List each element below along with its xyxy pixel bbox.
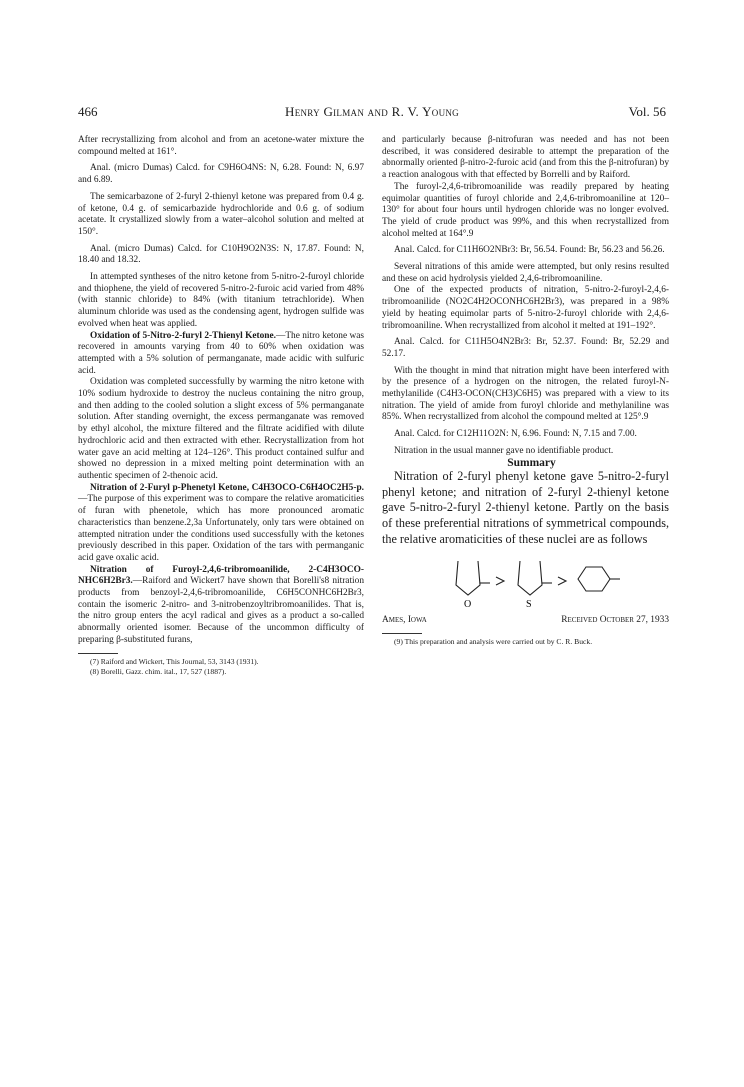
paragraph-text: —Raiford and Wickert7 have shown that Borelli's8 nitration products from benzoyl-2,4,6-tribromoanilide, C6H5CONHC6H2Br3, contain the isomeric 2-nitro- and 3-nitrobenzoyltribromoanilides. That is, the nitro group enters the acyl radical and gives as a product a so-called abnormally oriented isomer. Because of the uncommon difficulty of preparing β-substituted furans, (78, 576, 364, 645)
dateline (382, 615, 669, 627)
analysis-line: Anal. (micro Dumas) Calcd. for C9H6O4NS: N, 6.28. Found: N, 6.97 and 6.89. (78, 163, 364, 186)
greater-than-icon (496, 577, 504, 585)
paragraph (78, 331, 364, 378)
paragraph (78, 483, 364, 565)
footnote: (9) This preparation and analysis were carried out by C. R. Buck. (394, 636, 593, 646)
sulfur-label: S (526, 599, 532, 611)
page-number: 466 (78, 104, 98, 119)
footnote: (8) Borelli, Gazz. chim. ital., 17, 527 (1887). (90, 666, 227, 676)
ring-comparison-diagram (382, 551, 669, 611)
paragraph (78, 565, 364, 647)
paragraph: After recrystallizing from alcohol and from an acetone-water mixture the compound melted at 161°. (78, 135, 364, 157)
received-date: Received October 27, 1933 (561, 615, 669, 626)
analysis-line: Anal. Calcd. for C12H11O2N: N, 6.96. Found: N, 7.15 and 7.00. (394, 429, 637, 440)
paragraph: The semicarbazone of 2-furyl 2-thienyl ketone was prepared from 0.4 g. of ketone, 0.4 g. of semicarbazide hydrochloride and 0.6 g. of sodium acetate. It crystallized slowly from a water–alcohol solution and melted at 150°. (78, 191, 364, 237)
summary-text: Nitration of 2-furyl phenyl ketone gave 5-nitro-2-furyl phenyl ketone; and nitration of 2-furyl 2-thienyl ketone gave 5-nitro-2-furyl 2-thienyl ketone. Partly on the basis of these preferential nitrations of symmetrical compounds, the relative aromaticities of these nuclei are as follows (382, 469, 669, 546)
paragraph: and particularly because β-nitrofuran was needed and has not been described, it was considered desirable to attempt the preparation of the abnormally oriented β-nitro-2-furoic acid (and from this the β-nitrofuran) by a reaction analogous with that effected by Borrelli and by Raiford. (382, 135, 669, 181)
paragraph-text: —The purpose of this experiment was to compare the relative aromaticities of furan with phenetole, which has more pronounced aromatic characteristics than benzene.2,3a Unfortunately, only tars were obtained on attempted nitration under the conditions used successfully with the ketones previously described in this paper. Oxidation of the tars with permanganic acid gave oxalic acid. (78, 494, 364, 563)
running-title: Henry Gilman and R. V. Young (285, 104, 459, 119)
footnote-rule (382, 633, 422, 634)
summary-heading: Summary (507, 456, 556, 469)
volume-label: Vol. 56 (628, 104, 666, 119)
running-header (78, 104, 666, 122)
footnote: (7) Raiford and Wickert, This Journal, 53, 3143 (1931). (90, 656, 259, 666)
paragraph: With the thought in mind that nitration might have been interfered with by the presence of a hydrogen on the nitrogen, the related furoyl-N-methylanilide (C4H3-OCON(CH3)C6H5) was prepared with a view to its nitration. The yield of amide from furoyl chloride and methylaniline was 85%. When recrystallized from alcohol the compound melted at 125°.9 (382, 365, 669, 423)
benzene-ring-icon (578, 567, 610, 591)
aromaticity-scheme (382, 551, 669, 611)
greater-than-icon (558, 577, 566, 585)
right-column (382, 135, 669, 647)
section-heading: Nitration of 2-Furyl p-Phenetyl Ketone, C4H3OCO-C6H4OC2H5-p. (90, 482, 364, 493)
paragraph-text: —The nitro ketone was recovered in amounts varying from 40 to 60% when oxidation was attempted with a 5% solution of permanganate, made acidic with sulfuric acid. (78, 330, 364, 376)
furan-ring-icon (456, 561, 480, 595)
analysis-line: Anal. (micro Dumas) Calcd. for C10H9O2N3S: N, 17.87. Found: N, 18.40 and 18.32. (78, 243, 364, 266)
paragraph: In attempted syntheses of the nitro ketone from 5-nitro-2-furoyl chloride and thiophene, the yield of recovered 5-nitro-2-furoic acid varied from 48% (with stannic chloride) to 84% (with titanium tetrachloride). When aluminum chloride was used as the condensing agent, hydrogen sulfide was evolved when heat was applied. (78, 272, 364, 329)
paragraph: Oxidation was completed successfully by warming the nitro ketone with 10% sodium hydroxide to destroy the nucleus containing the nitro group, and then adding to the cooled solution a slight excess of 5% permanganate solution. After standing overnight, the excess permanganate was removed by ethyl alcohol, the mixture filtered and the filtrate acidified with dilute hydrochloric acid and then extracted with ether. Recrystallization from hot water gave an acid melting at 124–126°. This product contained sulfur and showed no depression in a mixed melting point determination with an authentic specimen of 2-thenoic acid. (78, 377, 364, 481)
paragraph: The furoyl-2,4,6-tribromoanilide was readily prepared by heating equimolar quantities of furoyl chloride and 2,4,6-tribromoaniline at 120–130° for about four hours until hydrogen chloride was no longer evolved. The yield of crude product was 99%, and this when recrystallized from alcohol melted at 164°.9 (382, 181, 669, 239)
section-heading: Nitration of Furoyl-2,4,6-tribromoanilide, 2-C4H3OCO-NHC6H2Br3. (78, 564, 364, 587)
paragraph: Nitration in the usual manner gave no identifiable product. (394, 445, 614, 456)
location: Ames, Iowa (382, 615, 427, 626)
oxygen-label: O (464, 599, 472, 611)
left-column (78, 135, 364, 677)
thiophene-ring-icon (518, 561, 542, 595)
analysis-line: Anal. Calcd. for C11H6O2NBr3: Br, 56.54. Found: Br, 56.23 and 56.26. (394, 245, 665, 256)
paragraph: Several nitrations of this amide were attempted, but only resins resulted and these on acid hydrolysis yielded 2,4,6-tribromoaniline. (382, 262, 669, 284)
footnote-rule (78, 653, 118, 654)
section-heading: Oxidation of 5-Nitro-2-furyl 2-Thienyl Ketone. (90, 330, 276, 341)
analysis-line: Anal. Calcd. for C11H5O4N2Br3: Br, 52.37. Found: Br, 52.29 and 52.17. (382, 337, 669, 359)
paragraph: One of the expected products of nitration, 5-nitro-2-furoyl-2,4,6-tribromoanilide (NO2C4H2OCONHC6H2Br3), was prepared in a 98% yield by heating equimolar parts of 5-nitro-2-furoyl chloride with 2,4,6-tribromoaniline. When recrystallized from alcohol it melted at 191–192°. (382, 285, 669, 331)
